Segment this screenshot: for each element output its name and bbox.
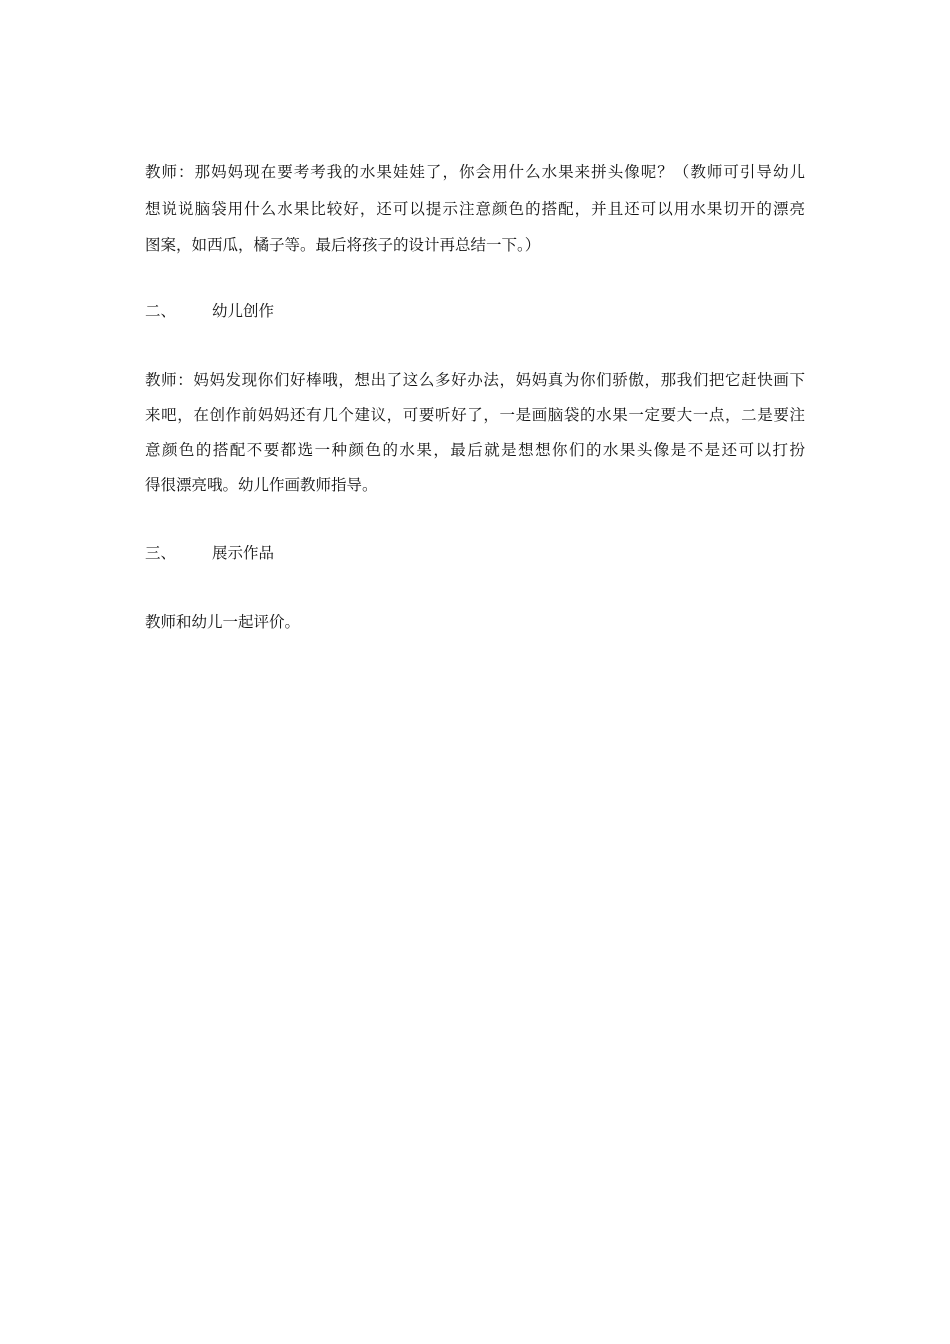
- section-title: 展示作品: [212, 544, 275, 562]
- text-line: 来吧，在创作前妈妈还有几个建议，可要听好了，一是画脑袋的水果一定要大一点，二是要注: [145, 406, 805, 424]
- section-heading-3: [145, 543, 275, 563]
- text-line: 教师和幼儿一起评价。: [145, 613, 301, 631]
- text-line: 图案，如西瓜，橘子等。最后将孩子的设计再总结一下。）: [145, 236, 541, 254]
- section-title: 幼儿创作: [212, 302, 275, 320]
- text-line: 想说说脑袋用什么水果比较好，还可以提示注意颜色的搭配，并且还可以用水果切开的漂亮: [145, 200, 805, 218]
- text-line: 意颜色的搭配不要都选一种颜色的水果，最后就是想想你们的水果头像是不是还可以打扮: [145, 441, 805, 459]
- section-number: 二、: [145, 302, 177, 320]
- section-number: 三、: [145, 544, 177, 562]
- text-line: 得很漂亮哦。幼儿作画教师指导。: [145, 476, 378, 494]
- text-line: 教师：那妈妈现在要考考我的水果娃娃了，你会用什么水果来拼头像呢？（教师可引导幼儿: [145, 163, 805, 181]
- section-heading-2: [145, 301, 275, 321]
- text-line: 教师：妈妈发现你们好棒哦，想出了这么多好办法，妈妈真为你们骄傲，那我们把它赶快画下: [145, 371, 805, 389]
